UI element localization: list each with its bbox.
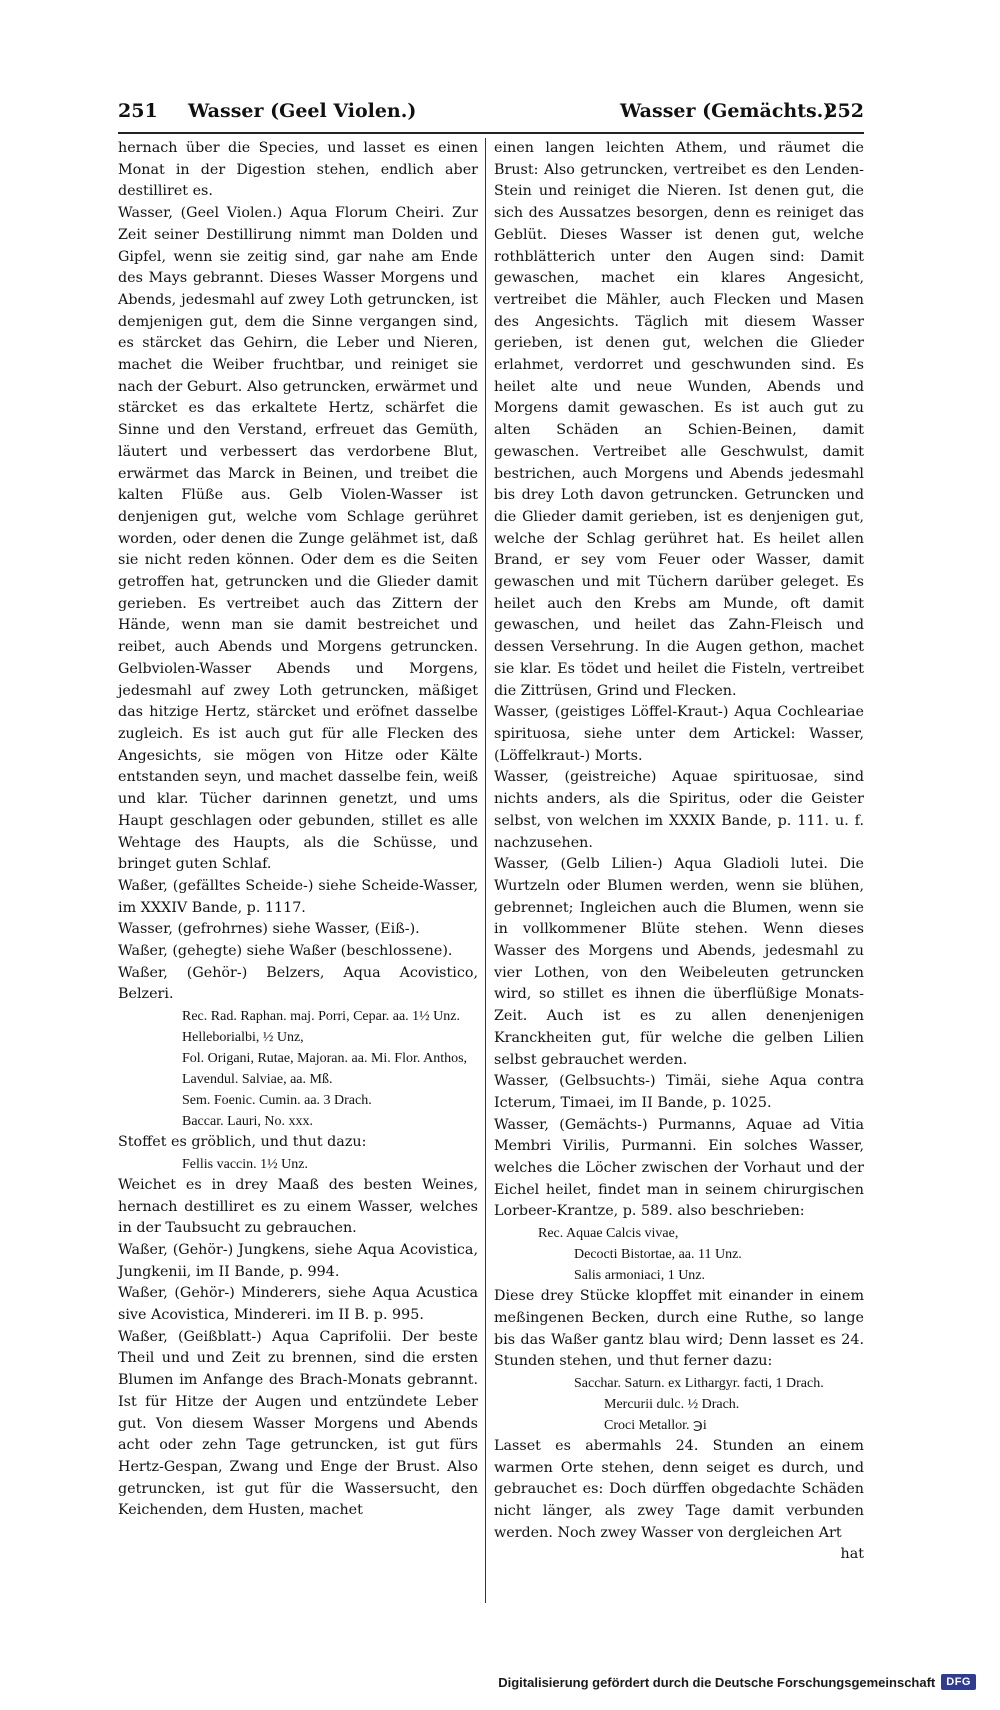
recipe-line: Fol. Origani, Rutae, Majoran. aa. Mi. Flor. Anthos, Lavendul. Salviae, aa. Mß. — [182, 1051, 468, 1088]
column-divider — [485, 138, 486, 1603]
entry-gehoer-jungkens: Waßer, (Gehör-) Jungkens, siehe Aqua Acovistica, Jungkenii, im II Bande, p. 994. — [118, 1241, 478, 1280]
paragraph: Weichet es in drey Maaß des besten Weines, hernach destilliret es zu einem Wasser, welches in der Taubsucht zu gebrauchen. — [118, 1176, 478, 1237]
catchword: hat — [840, 1546, 864, 1563]
entry-geistreiche: Wasser, (geistreiche) Aquae spirituosae, sind nichts anders, als die Spiritus, oder die Geister selbst, von welchen im XXXIX Bande, p. 111. u. f. nachzusehen. — [494, 769, 864, 851]
left-running-title: Wasser (Geel Violen.) — [188, 100, 417, 122]
footer-text: Digitalisierung gefördert durch die Deutsche Forschungsgemeinschaft — [498, 1674, 936, 1690]
paragraph: einen langen leichten Athem, und räumet die Brust: Also getruncken, vertreibet es den Lenden-Stein und reiniget die Nieren. Ist denen gut, die sich des Aussatzes besorgen, denn es reiniget das Geblüt. Dieses Wasser ist denen gut, welche rothblätterich unter den Augen sind: Damit gewaschen, machet ein klares Angesicht, vertreibet die Mähler, auch Flecken und Masen des Angesichts. Täglich mit diesem Wasser gerieben, ist denen gut, welchen die Glieder erlahmet, verdorret und geschwunden sind. Es heilet alte und neue Wunden, Abends und Morgens damit gewaschen. Es ist auch gut zu alten Schäden an Schien-Beinen, damit gewaschen. Vertreibet alle Geschwulst, damit bestrichen, auch Morgens und Abends jedesmahl bis drey Loth davon getruncken. Getruncken und die Glieder damit gerieben, ist es denjenigen gut, welche der Schlag gerühret hat. Es heilet allen Brand, er sey vom Feuer oder Wasser, damit gewaschen und mit Tüchern darüber geleget. Es heilet auch den Krebs am Munde, oft damit gewaschen, und heilet das Zahn-Fleisch und dessen Versehrung. In die Augen gethon, machet sie klar. Es tödet und heilet die Fisteln, vertreibet die Zittrüsen, Grind und Flecken. — [494, 140, 864, 699]
paragraph: Stoffet es gröblich, und thut dazu: — [118, 1134, 367, 1151]
recipe-line: Croci Metallor. ℈i — [604, 1417, 707, 1433]
entry-geissblatt: Waßer, (Geißblatt-) Aqua Caprifolii. Der beste Theil und und Zeit zu brennen, sind die ersten Blumen im Anfange des Brach-Monats gebrannt. Ist für Hitze der Augen und entzündete Leber gut. Von diesem Wasser Morgens und Abends acht oder zehn Tage getruncken, ist gut fürs Hertz-Gespan, Zwang und Enge der Brust. Also getruncken, ist gut für die Wassersucht, den Keichenden, dem Husten, machet — [118, 1328, 478, 1519]
entry-gelbsuchts: Wasser, (Gelbsuchts-) Timäi, siehe Aqua contra Icterum, Timaei, im II Bande, p. 1025. — [494, 1073, 864, 1111]
recipe-line: Sem. Foenic. Cumin. aa. 3 Drach. — [182, 1093, 372, 1109]
entry-gehegte: Waßer, (gehegte) siehe Waßer (beschlossene). — [118, 943, 453, 960]
running-header — [118, 92, 864, 134]
entry-gefrohrnes: Wasser, (gefrohrnes) siehe Wasser, (Eiß-). — [118, 921, 420, 938]
recipe-line: Decocti Bistortae, aa. 11 Unz. — [574, 1247, 742, 1263]
entry-geistiges-loeffelkraut: Wasser, (geistiges Löffel-Kraut-) Aqua Cochleariae spirituosa, siehe unter dem Artickel: Wasser, (Löffelkraut-) Morts. — [494, 704, 864, 764]
dfg-logo-icon: DFG — [941, 1674, 976, 1690]
entry-gelb-lilien: Wasser, (Gelb Lilien-) Aqua Gladioli lutei. Die Wurtzeln oder Blumen werden, wenn sie blühen, gebrennet; Ingleichen auch die Blumen, wenn sie in vollkommener Blüte stehen. Wenn dieses Wasser des Morgens und Abends, jedesmahl zu vier Lothen, von den Weibeleuten getruncken wird, so stillet es ihnen die überflüßige Monats-Zeit. Auch ist es zu allen denenjenigen Kranckheiten gut, für welche die gelben Lilien selbst gebrauchet werden. — [494, 856, 864, 1068]
recipe-line: Rec. Aquae Calcis vivae, — [538, 1226, 679, 1242]
right-column — [494, 138, 864, 1566]
entry-gefaelltes-scheide: Waßer, (gefälltes Scheide-) siehe Scheide-Wasser, im XXXIV Bande, p. 1117. — [118, 877, 478, 916]
recipe-line: Rec. Rad. Raphan. maj. Porri, Cepar. aa. 1½ Unz. Helleborialbi, ½ Unz, — [182, 1009, 460, 1046]
right-page-number: 252 — [824, 100, 864, 122]
recipe-line: Mercurii dulc. ½ Drach. — [604, 1396, 740, 1412]
entry-gemaechts: Wasser, (Gemächts-) Purmanns, Aquae ad Vitia Membri Virilis, Purmanni. Ein solches Wasser, welches die Löcher zwischen der Vorhaut und der Eichel heilet, findet man in seinem chirurgischen Lorbeer-Krantze, p. 589. also beschrieben: — [494, 1116, 864, 1220]
left-page-number: 251 — [118, 100, 158, 122]
paragraph: Lasset es abermahls 24. Stunden an einem warmen Orte stehen, denn seiget es durch, und gebrauchet es: Doch dürffen obgedachte Schäden nicht länger, als zwey Tage damit verbunden werden. Noch zwey Wasser von dergleichen Art — [494, 1437, 864, 1541]
right-running-title: Wasser (Gemächts.) — [620, 100, 833, 122]
recipe-line: Baccar. Lauri, No. xxx. — [182, 1114, 314, 1130]
recipe-line: Fellis vaccin. 1½ Unz. — [182, 1156, 308, 1172]
recipe-line: Salis armoniaci, 1 Unz. — [574, 1268, 706, 1284]
paragraph: hernach über die Species, und lasset es einen Monat in der Digestion stehen, endlich aber destilliret es. — [118, 140, 478, 200]
paragraph: Diese drey Stücke klopffet mit einander in einem meßingenen Becken, durch eine Ruthe, so lange bis das Waßer gantz blau wird; Denn lasset es 24. Stunden stehen, und thut ferner dazu: — [494, 1288, 864, 1370]
digitization-footer — [498, 1674, 976, 1690]
entry-gehoer-minderers: Waßer, (Gehör-) Minderers, siehe Aqua Acustica sive Acovistica, Mindereri. im II B. p. 995. — [118, 1285, 478, 1324]
recipe-line: Sacchar. Saturn. ex Lithargyr. facti, 1 Drach. — [574, 1375, 824, 1391]
entry-gehoer-belzers: Waßer, (Gehör-) Belzers, Aqua Acovistico, Belzeri. — [118, 964, 478, 1003]
left-column — [118, 138, 478, 1522]
entry-geel-violen: Wasser, (Geel Violen.) Aqua Florum Cheiri. Zur Zeit seiner Destillirung nimmt man Dolden und Gipfel, wenn sie zeitig sind, gar nahe am Ende des Mays gebrannt. Dieses Wasser Morgens und Abends, jedesmahl auf zwey Loth getruncken, ist demjenigen gut, dem die Sinne vergangen sind, es stärcket das Gehirn, die Leber und Nieren, machet die Weiber fruchtbar, und reiniget sie nach der Geburt. Also getruncken, erwärmet und stärcket es das erkaltete Hertz, schärfet die Sinne und den Verstand, erfreuet das Gemüth, läutert und verbessert das verdorbene Blut, erwärmet das Marck in Beinen, und treibet die kalten Flüße aus. Gelb Violen-Wasser ist denjenigen gut, welche vom Schlage gerühret worden, oder denen die Zunge gelähmet ist, daß sie nicht reden können. Oder dem es die Seiten getroffen hat, getruncken und die Glieder damit gerieben. Es vertreibet auch das Zittern der Hände, wenn man sie damit bestreichet und reibet, auch Abends und Morgens getruncken. Gelbviolen-Wasser Abends und Morgens, jedesmahl auf zwey Loth getruncken, mäßiget das hitzige Hertz, stärcket und eröfnet dasselbe zugleich. Es ist auch gut für alle Flecken des Angesichts, sie mögen von Hitze oder Kälte entstanden seyn, und machet dasselbe fein, weiß und klar. Tücher darinnen genetzt, und ums Haupt geschlagen oder gebunden, stillet es alle Wehtage des Haupts, als die Schüsse, und bringet guten Schlaf. — [118, 205, 478, 873]
